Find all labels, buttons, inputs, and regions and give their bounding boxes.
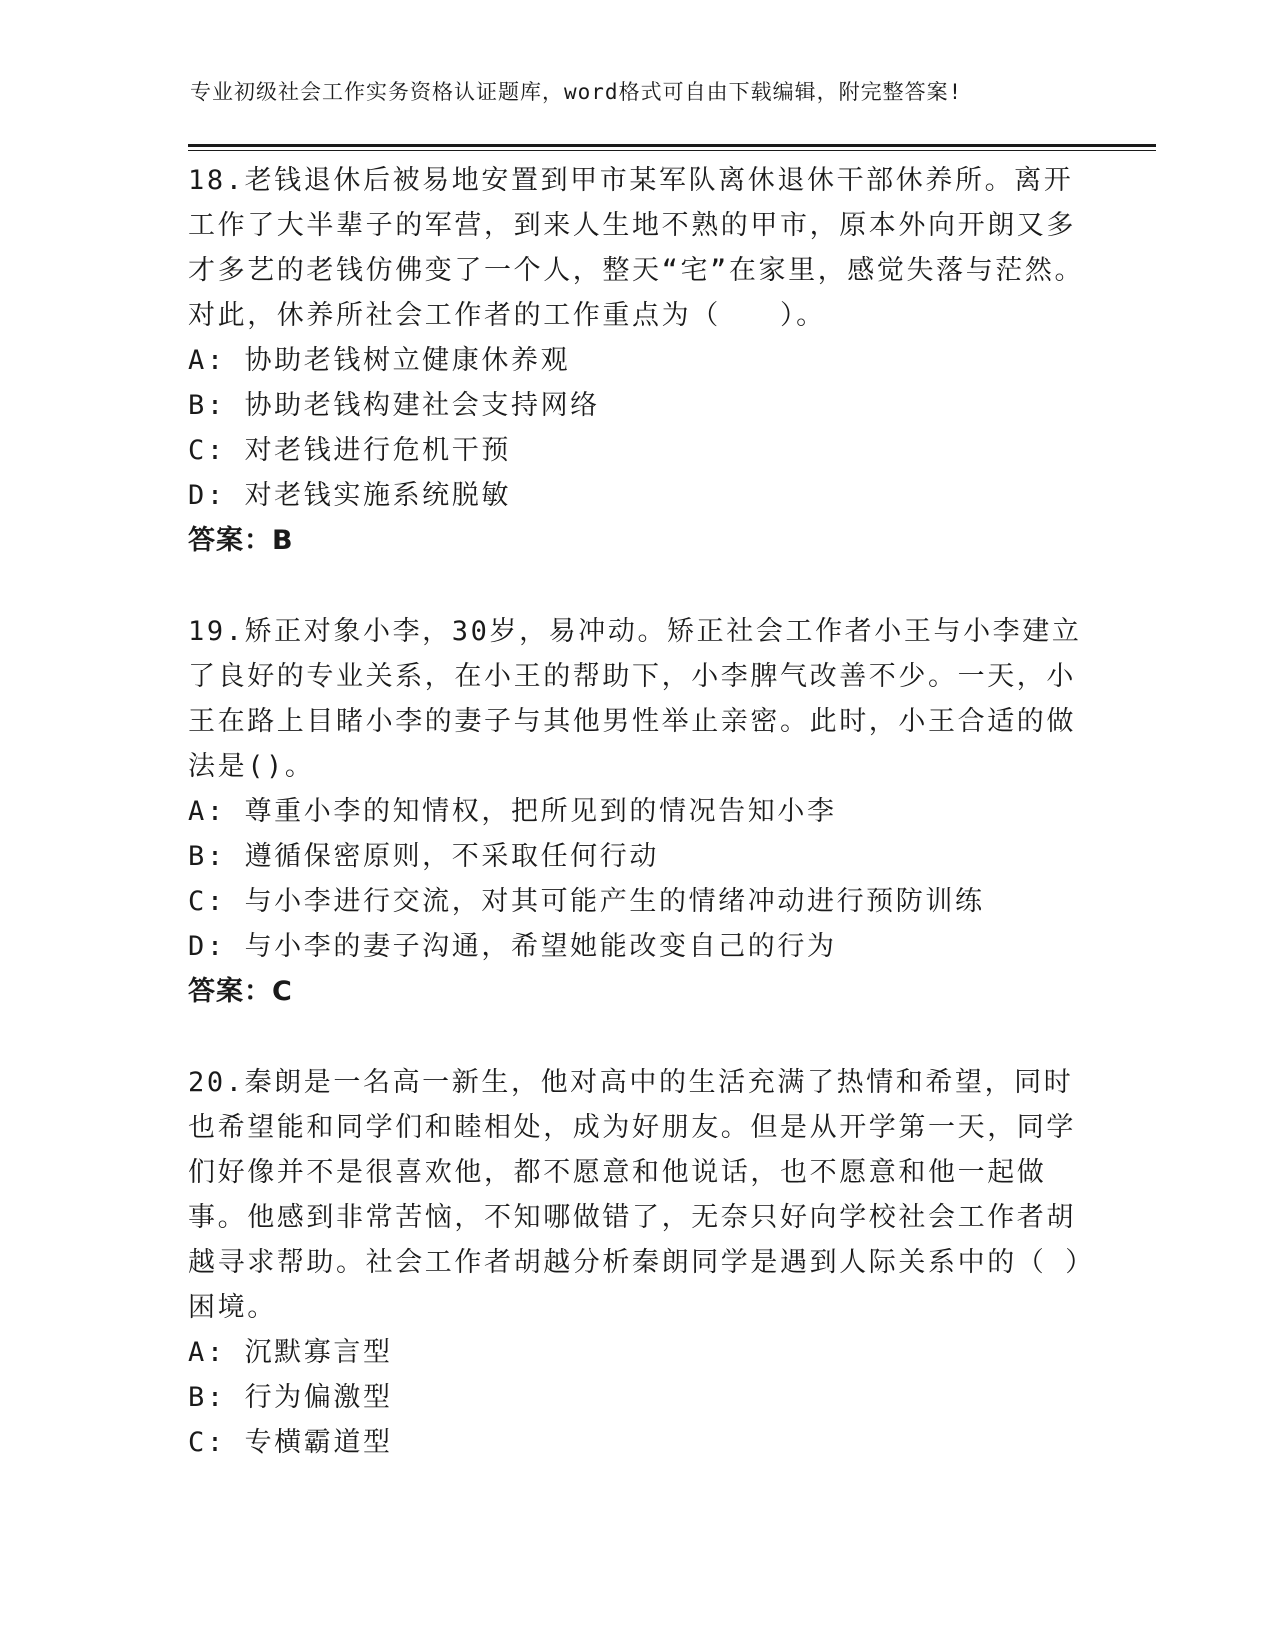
page-header: 专业初级社会工作实务资格认证题库，word格式可自由下载编辑，附完整答案! (190, 80, 963, 104)
answer-line: 答案：C (188, 976, 293, 1007)
option-c: C: 与小李进行交流，对其可能产生的情绪冲动进行预防训练 (188, 886, 985, 917)
option-a: A: 尊重小李的知情权，把所见到的情况告知小李 (188, 796, 837, 827)
option-b: B: 遵循保密原则，不采取任何行动 (188, 841, 659, 872)
option-c: C: 专横霸道型 (188, 1427, 393, 1458)
option-c: C: 对老钱进行危机干预 (188, 435, 511, 466)
option-a: A: 沉默寡言型 (188, 1337, 393, 1368)
question-stem: 19.矫正对象小李，30岁，易冲动。矫正社会工作者小王与小李建立了良好的专业关系，在小王的帮助下，小李脾气改善不少。一天，小王在路上目睹小李的妻子与其他男性举止亲密。此时，小王合适的做法是()。 (188, 616, 1082, 782)
question-19 (188, 609, 1088, 1014)
question-18 (188, 158, 1088, 563)
header-rule-thick (188, 144, 1156, 147)
option-d: D: 对老钱实施系统脱敏 (188, 480, 511, 511)
answer-line: 答案：B (188, 525, 294, 556)
header-rule-thin (188, 150, 1156, 151)
option-b: B: 行为偏激型 (188, 1382, 393, 1413)
option-b: B: 协助老钱构建社会支持网络 (188, 390, 600, 421)
option-a: A: 协助老钱树立健康休养观 (188, 345, 571, 376)
question-stem: 20.秦朗是一名高一新生，他对高中的生活充满了热情和希望，同时也希望能和同学们和睦相处，成为好朋友。但是从开学第一天，同学们好像并不是很喜欢他，都不愿意和他说话，也不愿意和他一起做事。他感到非常苦恼，不知哪做错了，无奈只好向学校社会工作者胡越寻求帮助。社会工作者胡越分析秦朗同学是遇到人际关系中的（ ）困境。 (188, 1067, 1082, 1323)
option-d: D: 与小李的妻子沟通，希望她能改变自己的行为 (188, 931, 837, 962)
question-stem: 18.老钱退休后被易地安置到甲市某军队离休退休干部休养所。离开工作了大半辈子的军营，到来人生地不熟的甲市，原本外向开朗又多才多艺的老钱仿佛变了一个人，整天“宅”在家里，感觉失落与茫然。对此，休养所社会工作者的工作重点为（ ）。 (188, 165, 1085, 331)
question-list (188, 158, 1088, 1511)
question-20 (188, 1060, 1088, 1465)
